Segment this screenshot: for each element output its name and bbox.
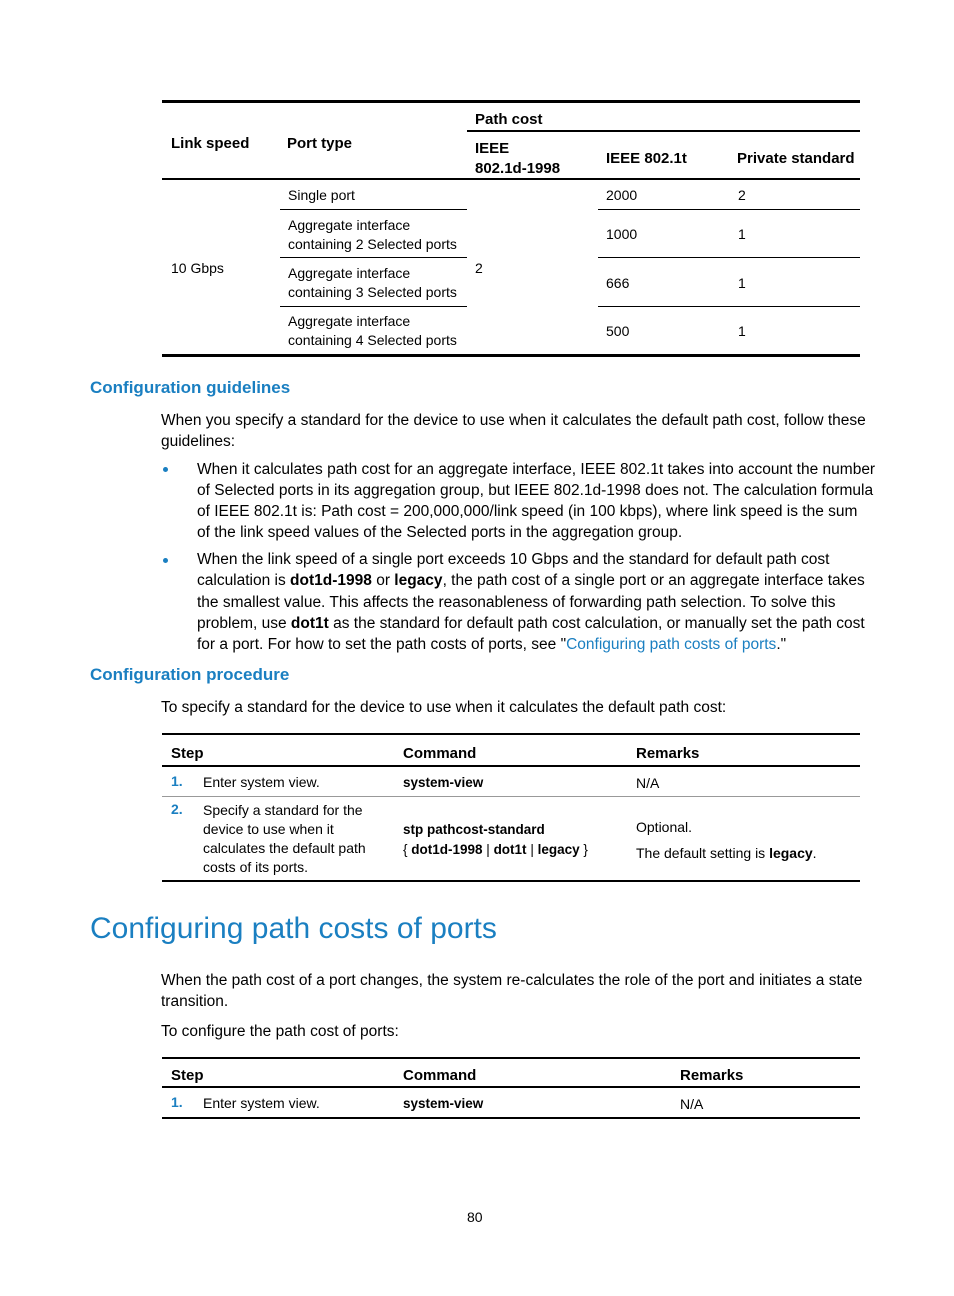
- bullet2-line: the smallest value. This affects the reasonableness of forwarding path selection. To solve this: [197, 594, 836, 611]
- cell-port-type: Aggregate interface: [288, 217, 411, 233]
- remarks-text: Optional.: [636, 819, 693, 835]
- cell-port-type: containing 4 Selected ports: [288, 332, 457, 348]
- cell-private: 1: [738, 275, 746, 291]
- keyword-dot1d-1998: dot1d-1998: [290, 572, 372, 589]
- bullet2-line: problem, use dot1t as the standard for default path cost calculation, or manually set the path cost: [197, 615, 865, 632]
- header-step: Step: [171, 745, 204, 762]
- cell-8021t: 2000: [606, 187, 638, 203]
- guidelines-heading: Configuration guidelines: [90, 378, 291, 397]
- header-ieee-8021d-line1: IEEE: [475, 140, 510, 157]
- step-text: calculates the default path: [203, 840, 366, 856]
- row-divider: [598, 257, 860, 258]
- cell-private: 1: [738, 226, 746, 242]
- bullet1-line: of IEEE 802.1t is: Path cost = 200,000,000/link speed (in 100 kbps), where link speed is the sum: [197, 503, 858, 520]
- cell-port-type: containing 3 Selected ports: [288, 284, 457, 300]
- header-link-speed: Link speed: [171, 135, 250, 152]
- header-remarks: Remarks: [636, 745, 700, 762]
- bullet1-line: When it calculates path cost for an aggregate interface, IEEE 802.1t takes into account the number: [197, 461, 876, 478]
- header-bottom-rule: [162, 1086, 860, 1088]
- row-divider: [280, 306, 467, 307]
- header-private-standard: Private standard: [737, 150, 855, 167]
- remarks-text: The default setting is legacy.: [636, 845, 817, 861]
- header-step: Step: [171, 1067, 204, 1084]
- header-command: Command: [403, 1067, 477, 1084]
- command-text: system-view: [403, 775, 484, 790]
- command-text: system-view: [403, 1096, 484, 1111]
- guidelines-intro-line1: When you specify a standard for the device to use when it calculates the default path cost, follow these: [161, 412, 866, 429]
- bullet2-line: calculation is dot1d-1998 or legacy, the path cost of a single port or an aggregate interface takes: [197, 572, 865, 589]
- header-path-cost: Path cost: [475, 111, 543, 128]
- cell-8021t: 500: [606, 323, 630, 339]
- command-text: stp pathcost-standard: [403, 822, 545, 837]
- step-text: Enter system view.: [203, 1095, 320, 1111]
- table-bottom-rule: [162, 880, 860, 882]
- section-para-line2: transition.: [161, 993, 229, 1010]
- cell-private: 1: [738, 323, 746, 339]
- procedure-intro: To specify a standard for the device to use when it calculates the default path cost:: [161, 699, 727, 716]
- header-remarks: Remarks: [680, 1067, 744, 1084]
- guidelines-intro-line2: guidelines:: [161, 433, 236, 450]
- keyword-legacy: legacy: [394, 572, 443, 589]
- table-bottom-rule: [162, 354, 860, 357]
- cell-port-type: Aggregate interface: [288, 313, 411, 329]
- cell-port-type: Aggregate interface: [288, 265, 411, 281]
- header-port-type: Port type: [287, 135, 353, 152]
- section-para-intro: To configure the path cost of ports:: [161, 1023, 399, 1040]
- header-command: Command: [403, 745, 477, 762]
- cell-link-speed: 10 Gbps: [171, 260, 224, 276]
- cell-port-type: Single port: [288, 187, 355, 203]
- table-top-rule: [162, 733, 860, 735]
- step-text: device to use when it: [203, 821, 334, 837]
- cell-ieee-8021d-value: 2: [475, 260, 483, 276]
- row-divider: [280, 257, 467, 258]
- section-para-line1: When the path cost of a port changes, the system re-calculates the role of the port and initiates a state: [161, 972, 863, 989]
- section-title: Configuring path costs of ports: [90, 912, 497, 945]
- page-number: 80: [467, 1209, 483, 1225]
- bullet-icon: [163, 558, 168, 563]
- remarks-text: N/A: [636, 775, 660, 791]
- bullet2-line: for a port. For how to set the path costs of ports, see "Configuring path costs of ports.": [197, 636, 787, 653]
- bullet2-line: When the link speed of a single port exceeds 10 Gbps and the standard for default path cost: [197, 551, 830, 568]
- step-number: 2.: [171, 801, 183, 817]
- row-divider: [598, 209, 860, 210]
- table-top-rule: [162, 100, 860, 103]
- procedure-heading: Configuration procedure: [90, 665, 290, 684]
- step-number: 1.: [171, 773, 183, 789]
- command-options: { dot1d-1998 | dot1t | legacy }: [403, 842, 588, 857]
- header-ieee-8021t: IEEE 802.1t: [606, 150, 687, 167]
- cell-8021t: 666: [606, 275, 630, 291]
- keyword-dot1t: dot1t: [290, 615, 329, 632]
- row-divider: [598, 306, 860, 307]
- header-ieee-8021d-line2: 802.1d-1998: [475, 160, 561, 177]
- bullet1-line: of the link speed values of the Selected ports in the aggregation group.: [197, 524, 683, 541]
- step-text: Enter system view.: [203, 774, 320, 790]
- remarks-text: N/A: [680, 1096, 704, 1112]
- path-cost-header-rule: [467, 130, 860, 132]
- bullet1-line: of Selected ports in its aggregation group, but IEEE 802.1d-1998 does not. The calculation formula: [197, 482, 874, 499]
- cell-port-type: containing 2 Selected ports: [288, 236, 457, 252]
- row-divider: [280, 209, 467, 210]
- cell-8021t: 1000: [606, 226, 638, 242]
- cell-private: 2: [738, 187, 746, 203]
- row-divider: [162, 796, 860, 797]
- header-bottom-rule: [162, 178, 860, 180]
- bullet-icon: [163, 467, 168, 472]
- table-top-rule: [162, 1057, 860, 1059]
- header-bottom-rule: [162, 765, 860, 767]
- step-text: Specify a standard for the: [203, 802, 363, 818]
- table-bottom-rule: [162, 1117, 860, 1119]
- step-number: 1.: [171, 1094, 183, 1110]
- step-text: costs of its ports.: [203, 859, 309, 875]
- link-configuring-path-costs[interactable]: Configuring path costs of ports: [566, 636, 777, 653]
